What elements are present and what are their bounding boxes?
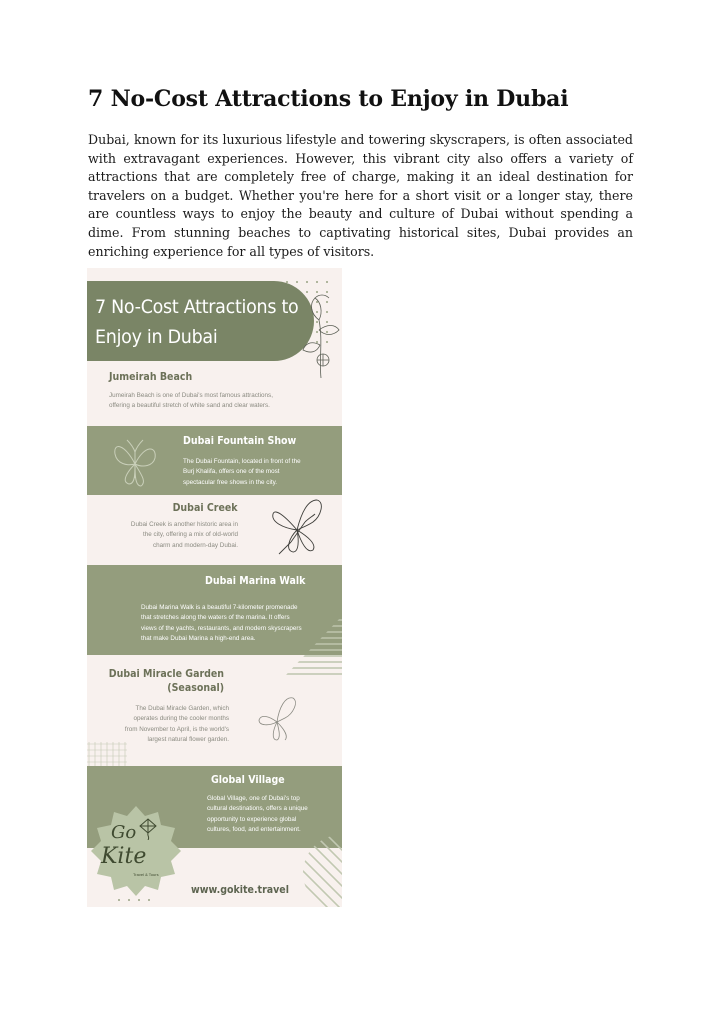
title-line: Dubai Miracle Garden — [108, 667, 224, 680]
section-title: Dubai Fountain Show — [183, 434, 297, 447]
logo-word-kite: Kite — [101, 844, 147, 869]
text-line: from November to April, is the world's — [124, 725, 229, 733]
title-line: (Seasonal) — [167, 681, 224, 694]
logo-tagline: Travel & Tours — [133, 872, 159, 877]
striped-circle-icon — [301, 833, 342, 907]
text-line: largest natural flower garden. — [147, 736, 229, 744]
page-title: 7 No-Cost Attractions to Enjoy in Dubai — [88, 86, 569, 112]
intro-line: extravagant experiences. However, this vibrant city also offers a variety of attractions that — [88, 150, 633, 185]
section-text — [207, 794, 308, 836]
intro-line: captivating historical sites, Dubai provides an enriching experience for all types of — [88, 224, 633, 259]
text-line: cultural destinations, offers a unique — [207, 805, 308, 813]
intro-line: Whether you're here for a short visit or a longer stay, there are countless ways to enjoy — [88, 187, 633, 222]
text-line: Dubai Marina Walk is a beautiful 7-kilometer promenade — [141, 604, 298, 611]
section-title: Dubai Marina Walk — [205, 574, 306, 587]
section-title: Dubai Creek — [172, 501, 238, 514]
infographic — [87, 268, 342, 907]
text-line: offering a beautiful stretch of white sand and clear waters. — [109, 402, 270, 410]
intro-paragraph — [88, 131, 633, 261]
text-line: charm and modern-day Dubai. — [152, 541, 238, 549]
grid-pattern-icon — [87, 742, 127, 766]
text-line: that make Dubai Marina a high-end area. — [141, 635, 256, 643]
section-text — [125, 704, 229, 746]
section-title: Global Village — [211, 773, 285, 786]
intro-line: are completely free of charge, making it an ideal destination for travelers on a budget. — [88, 169, 633, 203]
section-dubai-fountain-show — [87, 426, 342, 495]
section-text — [183, 457, 301, 488]
text-line: operates during the cooler months — [133, 715, 229, 723]
text-line: The Dubai Fountain, located in front of the — [183, 458, 301, 465]
text-line: Jumeirah Beach is one of Dubai's most famous attractions, — [109, 392, 273, 399]
text-line: The Dubai Miracle Garden, which — [135, 705, 229, 712]
intro-line: visitors. — [323, 243, 375, 259]
section-title: Jumeirah Beach — [109, 370, 193, 383]
section-title — [109, 667, 224, 695]
kite-icon — [139, 818, 157, 840]
text-line: opportunity to experience global — [207, 815, 297, 823]
text-line: Dubai Creek is another historic area in — [130, 521, 238, 528]
butterfly-icon — [111, 438, 159, 490]
butterfly-sketch-icon — [257, 694, 301, 744]
section-text — [109, 391, 273, 412]
header-line: 7 No-Cost Attractions to — [95, 296, 299, 318]
text-line: the city, offering a mix of old-world — [143, 531, 238, 539]
infographic-header — [87, 281, 314, 361]
infographic-title — [95, 292, 298, 352]
text-line: cultures, food, and entertainment. — [207, 826, 301, 834]
logo-word-go: Go — [111, 822, 137, 843]
dot-row-icon — [115, 896, 155, 904]
text-line: Global Village, one of Dubai's top — [207, 795, 300, 802]
gokite-logo — [89, 804, 183, 898]
stripe-pattern-icon — [285, 616, 342, 676]
text-line: that stretches along the waters of the marina. It offers — [141, 614, 290, 622]
intro-line: Dubai, known for its luxurious lifestyle and towering skyscrapers, is often associated with — [88, 132, 633, 166]
text-line: spectacular free shows in the city. — [183, 478, 278, 486]
text-line: Burj Khalifa, offers one of the most — [183, 468, 280, 476]
section-text — [131, 520, 238, 551]
intro-line: the beauty and culture of Dubai without spending a dime. From stunning beaches to — [88, 206, 633, 240]
flower-icon — [301, 290, 341, 378]
section-text — [141, 603, 302, 645]
website-url[interactable]: www.gokite.travel — [191, 883, 289, 896]
header-line: Enjoy in Dubai — [95, 326, 218, 348]
butterfly-outline-icon — [271, 496, 331, 558]
text-line: views of the yachts, restaurants, and modern skyscrapers — [141, 624, 302, 632]
